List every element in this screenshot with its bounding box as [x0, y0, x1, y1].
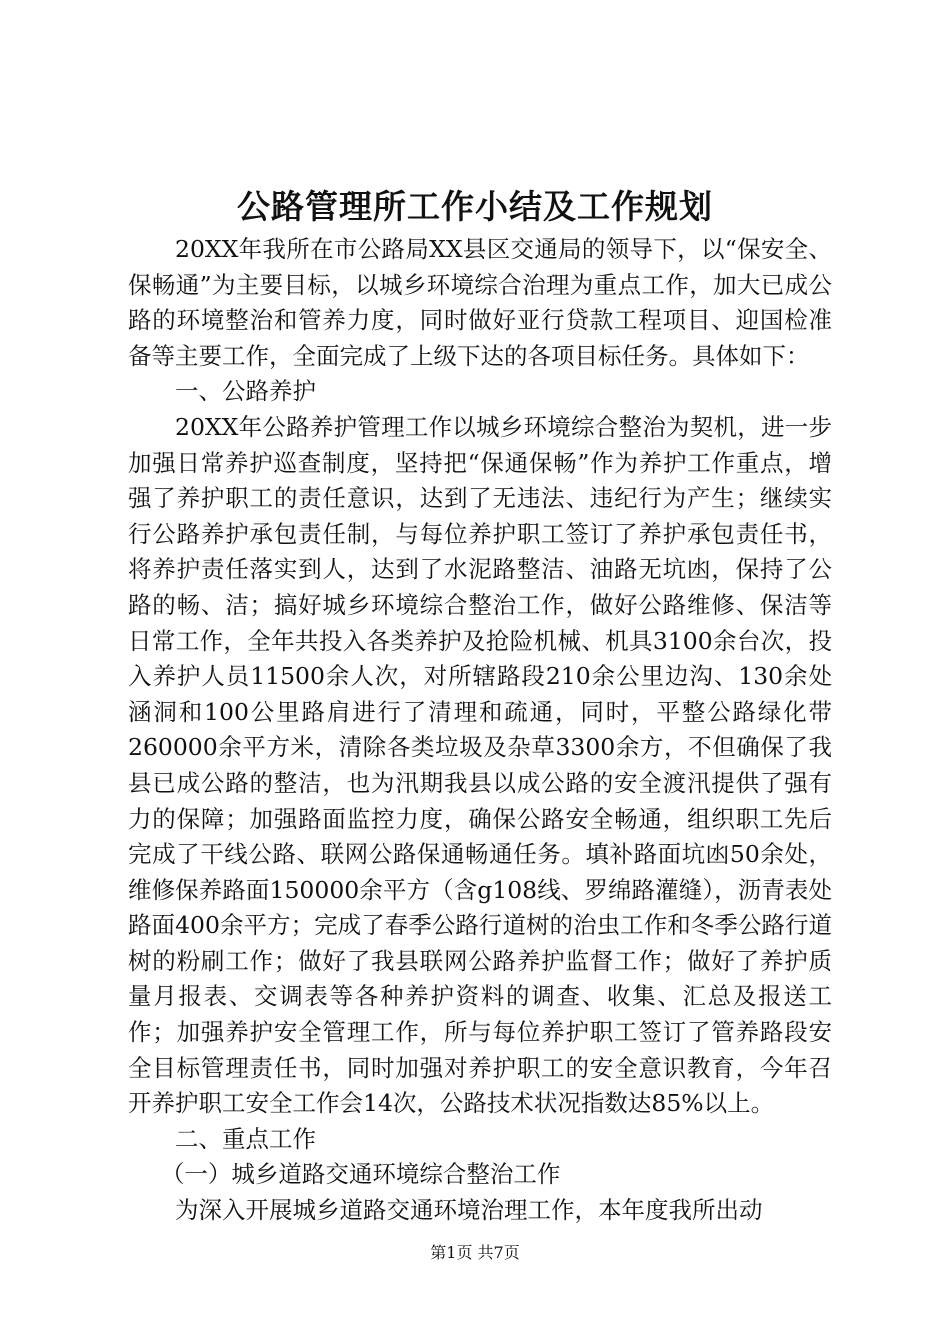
section-heading-maintenance: 一、公路养护	[175, 377, 316, 406]
document-title: 公路管理所工作小结及工作规划	[237, 187, 713, 226]
subsection-heading-governance: （一）城乡道路交通环境综合整治工作	[160, 1160, 561, 1189]
paragraph-intro: 20XX年我所在市公路局XX县区交通局的领导下，以“保安全、保畅通”为主要目标，以城乡环境综合治理为重点工作，加大已成公路的环境整治和管养力度，同时做好亚行贷款工程项目、迎国检准备等主要工作，全面完成了上级下达的各项目标任务。具体如下：	[128, 235, 832, 370]
section-heading-key-work: 二、重点工作	[175, 1124, 316, 1153]
paragraph-maintenance: 20XX年公路养护管理工作以城乡环境综合整治为契机，进一步加强日常养护巡查制度，坚持把“保通保畅”作为养护工作重点，增强了养护职工的责任意识，达到了无违法、违纪行为产生；继续实行公路养护承包责任制，与每位养护职工签订了养护承包责任书，将养护责任落实到人，达到了水泥路整洁、油路无坑凼，保持了公路的畅、洁；搞好城乡环境综合整治工作，做好公路维修、保洁等日常工作，全年共投入各类养护及抢险机械、机具3100余台次，投入养护人员11500余人次，对所辖路段210余公里边沟、130余处涵洞和100公里路肩进行了清理和疏通，同时，平整公路绿化带260000余平方米，清除各类垃圾及杂草3300余方，不但确保了我县已成公路的整洁，也为汛期我县以成公路的安全渡汛提供了强有力的保障；加强路面监控力度，确保公路安全畅通，组织职工先后完成了干线公路、联网公路保通畅通任务。填补路面坑凼50余处，维修保养路面150000余平方（含g108线、罗绵路灌缝），沥青表处路面400余平方；完成了春季公路行道树的治虫工作和冬季公路行道树的粉刷工作；做好了我县联网公路养护监督工作；做好了养护质量月报表、交调表等各种养护资料的调查、收集、汇总及报送工作；加强养护安全管理工作，所与每位养护职工签订了管养路段安全目标管理责任书，同时加强对养护职工的安全意识教育，今年召开养护职工安全工作会14次，公路技术状况指数达85%以上。	[128, 412, 832, 1118]
paragraph-governance: 为深入开展城乡道路交通环境治理工作，本年度我所出动	[175, 1196, 763, 1225]
document-body	[128, 232, 832, 1229]
page-footer: 第1页 共7页	[430, 1243, 520, 1262]
